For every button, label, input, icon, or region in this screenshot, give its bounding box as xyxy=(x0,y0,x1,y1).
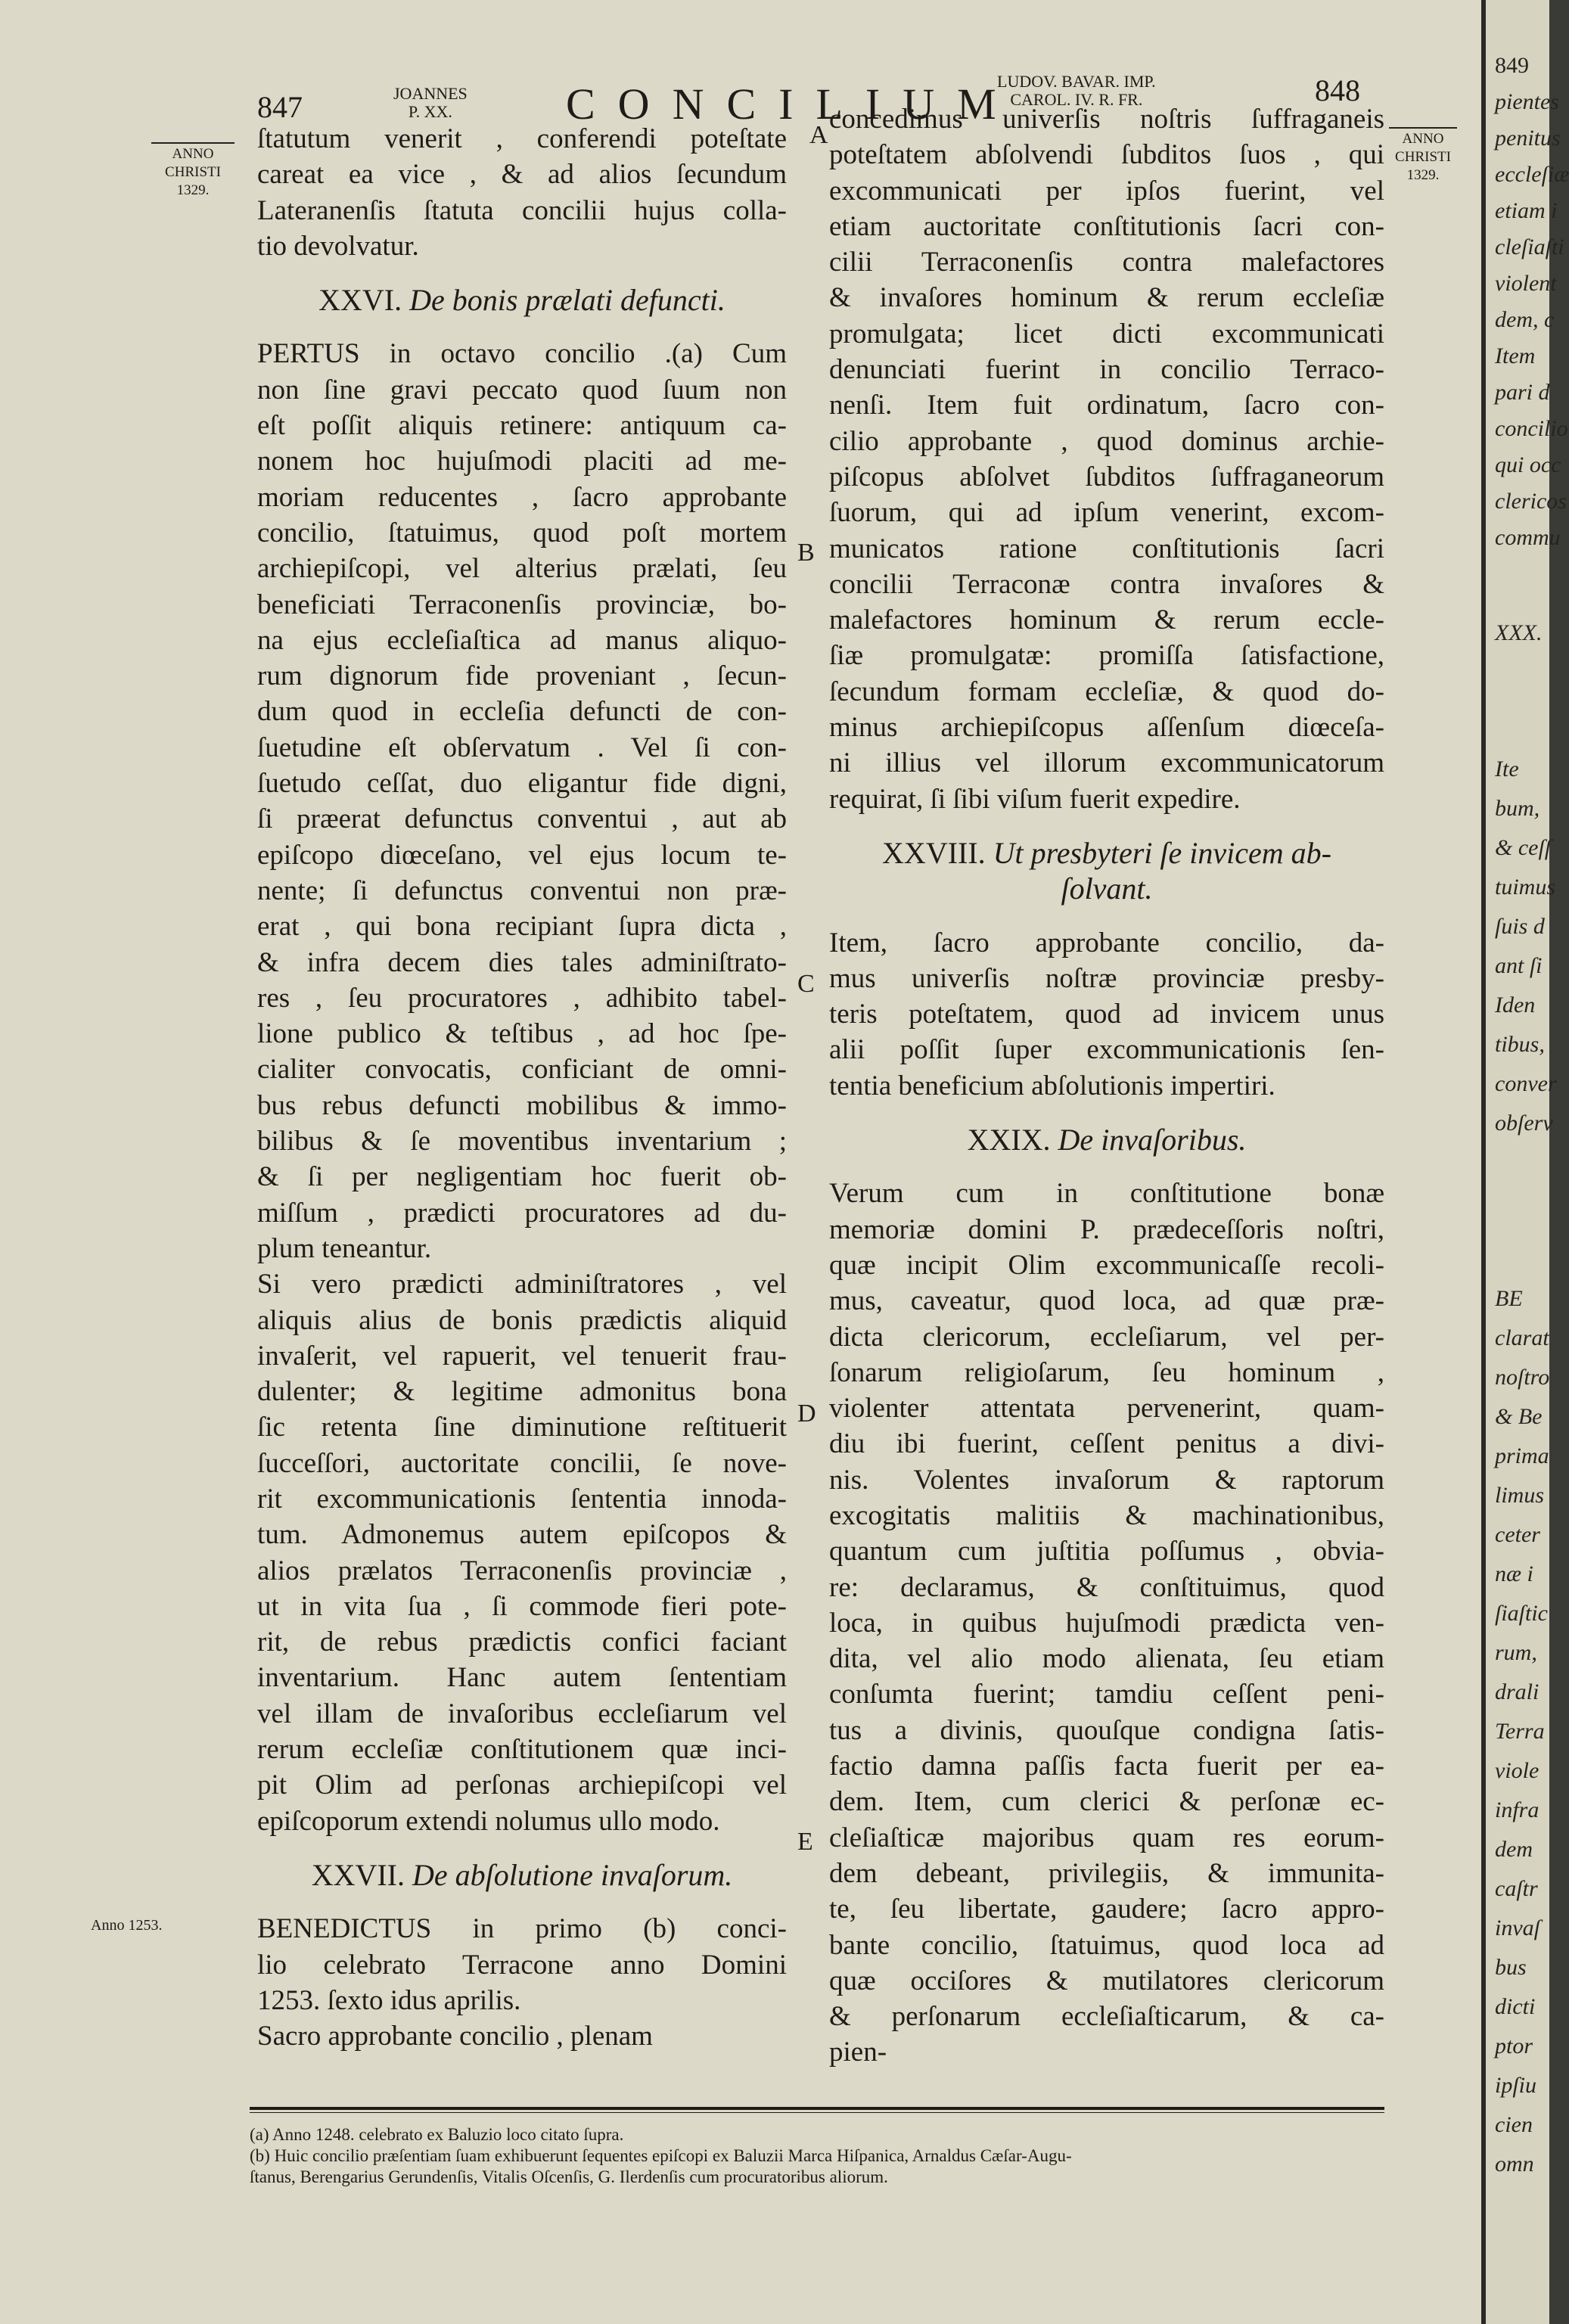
text-line: bilibus & ſe moventibus inventarium ; xyxy=(257,1126,787,1157)
text-line: re: declaramus, & conſtituimus, quod xyxy=(829,1571,1384,1603)
edge-fragment: ant ſi xyxy=(1495,953,1543,978)
text-line: concilio, ſtatuimus, quod poſt mortem xyxy=(257,517,787,548)
text-line: ſuetudo ceſſat, duo eligantur fide digni, xyxy=(257,768,787,800)
page-number-left: 847 xyxy=(257,90,303,124)
text-line: dum quod in eccleſia defuncti de con- xyxy=(257,696,787,728)
section-heading: XXIX. De invaſoribus. xyxy=(967,1123,1247,1157)
text-line: minus archiepiſcopus aſſenſum diœceſa- xyxy=(829,712,1384,744)
edge-fragment: noſtro xyxy=(1495,1365,1550,1390)
text-line: tus a divinis, quouſque condigna ſatis- xyxy=(829,1714,1384,1746)
edge-fragment: omn xyxy=(1495,2152,1534,2176)
page-number-right: 848 xyxy=(1315,73,1360,107)
text-line: tum. Admonemus autem epiſcopos & xyxy=(257,1519,787,1551)
text-line: rum dignorum fide proveniant , ſecun- xyxy=(257,660,787,692)
edge-fragment: invaſ xyxy=(1495,1915,1540,1940)
edge-fragment: concilio xyxy=(1495,416,1568,441)
margin-year-label: 1329. xyxy=(1406,167,1440,183)
text-line: memoriæ domini P. prædeceſſoris noſtri, xyxy=(829,1213,1384,1245)
edge-fragment: qui occ xyxy=(1495,452,1561,477)
text-line: res , ſeu procuratores , adhibito tabel- xyxy=(257,982,787,1014)
running-head-right-line1: LUDOV. BAVAR. IMP. xyxy=(997,72,1156,91)
edge-fragment: Terra xyxy=(1495,1719,1545,1744)
paragraph-gap xyxy=(829,1104,1384,1122)
right-text-column xyxy=(829,101,1384,2071)
edge-fragment: & Be xyxy=(1495,1404,1543,1429)
text-line: BENEDICTUS in primo (b) conci- xyxy=(257,1913,787,1945)
text-line: malefactores hominum & rerum eccle- xyxy=(829,604,1384,636)
next-page-edge xyxy=(1481,0,1569,2324)
edge-fragment: & ceſſ xyxy=(1495,835,1552,860)
text-line: loca, in quibus hujuſmodi prædicta ven- xyxy=(829,1607,1384,1639)
text-line: ſonarum religioſarum, ſeu hominum , xyxy=(829,1356,1384,1388)
edge-fragment: bum, xyxy=(1495,796,1540,821)
text-line: erat , qui bona recipiant ſupra dicta , xyxy=(257,911,787,943)
text-line: na ejus eccleſiaſtica ad manus aliquo- xyxy=(257,624,787,656)
text-line: denunciati fuerint in concilio Terraco- xyxy=(829,354,1384,386)
edge-fragment: XXX. xyxy=(1495,620,1543,645)
text-line: ſtatutum venerit , conferendi poteſtate xyxy=(257,123,787,154)
text-line: ſiæ promulgatæ: promiſſa ſatisfactione, xyxy=(829,640,1384,672)
margin-christi-label: CHRISTI xyxy=(165,164,221,180)
text-line: violenter attentata pervenerint, quam- xyxy=(829,1393,1384,1425)
edge-fragment: dicti xyxy=(1495,1994,1536,2019)
edge-fragment: caſtr xyxy=(1495,1876,1538,1901)
section-letter-b: B xyxy=(797,539,815,567)
text-line: Item, ſacro approbante concilio, da- xyxy=(829,927,1384,958)
edge-fragment: ceter xyxy=(1495,1522,1540,1547)
text-line: inventarium. Hanc autem ſententiam xyxy=(257,1662,787,1694)
section-letter-e: E xyxy=(797,1828,813,1856)
edge-fragment: clarat xyxy=(1495,1325,1549,1350)
text-line: rit excommunicationis ſententia innoda- xyxy=(257,1483,787,1515)
text-line: ſic retenta ſine diminutione reſtituerit xyxy=(257,1412,787,1443)
edge-fragment: Iden xyxy=(1495,993,1536,1018)
text-line: epiſcoporum extendi nolumus ullo modo. xyxy=(257,1805,720,1837)
edge-fragment: penitus xyxy=(1495,126,1561,151)
text-line: ſucceſſori, auctoritate concilii, ſe nove- xyxy=(257,1447,787,1479)
text-line: eſt poſſit aliquis retinere: antiquum ca- xyxy=(257,410,787,442)
text-line: Verum cum in conſtitutione bonæ xyxy=(829,1178,1384,1210)
edge-fragment: tuimus xyxy=(1495,875,1556,899)
text-line: diu ibi fuerint, ceſſent penitus a divi- xyxy=(829,1428,1384,1460)
text-line: alii poſſit ſuper excommunicationis ſen- xyxy=(829,1034,1384,1066)
margin-anno-label: ANNO xyxy=(1402,131,1444,147)
footnote-rule-thin xyxy=(250,2112,1384,2113)
text-line: & invaſores hominum & rerum eccleſiæ xyxy=(829,282,1384,314)
text-line: 1253. ſexto idus aprilis. xyxy=(257,1984,521,2016)
text-line: non ſine gravi peccato quod ſuum non xyxy=(257,374,787,405)
edge-fragment: Ite xyxy=(1495,757,1519,781)
text-line: quæ occiſores & mutilatores clericorum xyxy=(829,1965,1384,1996)
margin-anno-1253: Anno 1253. xyxy=(91,1917,163,1934)
text-line: pien- xyxy=(829,2037,887,2068)
text-line: Si vero prædicti adminiſtratores , vel xyxy=(257,1269,787,1300)
edge-fragment: rum, xyxy=(1495,1640,1537,1665)
edge-fragment: limus xyxy=(1495,1483,1545,1508)
text-line: poteſtatem abſolvendi ſubditos ſuos , qui xyxy=(829,139,1384,171)
margin-christi-label: CHRISTI xyxy=(1395,149,1451,165)
edge-fragment: infra xyxy=(1495,1797,1539,1822)
paragraph-gap xyxy=(829,907,1384,925)
text-line: ſuetudine eſt obſervatum . Vel ſi con- xyxy=(257,732,787,763)
text-line: nente; ſi defunctus conventui non præ- xyxy=(257,875,787,906)
margin-rule xyxy=(1389,127,1457,129)
footnote-line: (b) Huic concilio præſentiam ſuam exhibuerunt ſequentes epiſcopi ex Baluzii Marca Hiſpanica, Arnaldus Cæſar-Augu- xyxy=(250,2146,1072,2165)
text-line: excommunicati per ipſos fuerint, vel xyxy=(829,175,1384,207)
edge-fragment: Item xyxy=(1495,343,1536,368)
page-title: CONCILIUM xyxy=(566,79,1019,129)
paragraph-gap xyxy=(257,264,787,282)
text-line: careat ea vice , & ad alios ſecundum xyxy=(257,159,787,191)
text-line: archiepiſcopi, vel alterius prælati, ſeu xyxy=(257,553,787,585)
text-line: ſi præerat defunctus conventui , aut ab xyxy=(257,803,787,835)
text-line: Lateranenſis ſtatuta concilii hujus colla- xyxy=(257,194,787,226)
edge-fragment: eccleſiæ xyxy=(1495,162,1569,187)
text-line: piſcopus abſolvet ſubditos ſuffraganeorum xyxy=(829,461,1384,492)
text-line: requirat, ſi ſibi viſum fuerit expedire. xyxy=(829,783,1241,815)
text-line: cilii Terraconenſis contra malefactores xyxy=(829,247,1384,278)
text-line: municatos ratione conſtitutionis ſacri xyxy=(829,533,1384,564)
text-line: nonem hoc hujuſmodi placiti ad me- xyxy=(257,446,787,477)
text-line: Sacro approbante concilio , plenam xyxy=(257,2021,653,2052)
text-line: ſecundum formam eccleſiæ, & quod do- xyxy=(829,676,1384,707)
footnotes xyxy=(250,2124,1384,2188)
section-heading: XXVI. De bonis prælati defuncti. xyxy=(318,283,725,318)
text-line: nis. Volentes invaſorum & raptorum xyxy=(829,1464,1384,1496)
footnote-line: ſtanus, Berengarius Gerundenſis, Vitalis Oſcenſis, G. Ilerdenſis cum procuratoribus aliorum. xyxy=(250,2167,888,2186)
text-line: mus, caveatur, quod loca, ad quæ præ- xyxy=(829,1285,1384,1317)
edge-fragment: tibus, xyxy=(1495,1032,1545,1057)
edge-fragment: drali xyxy=(1495,1679,1539,1704)
text-line: rerum eccleſiæ conſtitutionem quæ inci- xyxy=(257,1734,787,1766)
text-line: conſumta fuerint; tamdiu ceſſent peni- xyxy=(829,1679,1384,1710)
text-line: epiſcopo diœceſano, vel ejus locum te- xyxy=(257,839,787,871)
footnote-rule xyxy=(250,2107,1384,2110)
text-line: lio celebrato Terracone anno Domini xyxy=(257,1949,787,1981)
edge-fragment: BE xyxy=(1495,1286,1523,1311)
margin-anno-right xyxy=(1389,127,1457,185)
edge-fragment: 849 xyxy=(1495,53,1529,78)
edge-fragment: viole xyxy=(1495,1758,1539,1783)
text-line: lione publico & teſtibus , ad hoc ſpe- xyxy=(257,1018,787,1050)
text-line: PERTUS in octavo concilio .(a) Cum xyxy=(257,338,787,370)
text-line: beneficiati Terraconenſis provinciæ, bo- xyxy=(257,589,787,620)
text-line: dulenter; & legitime admonitus bona xyxy=(257,1376,787,1408)
text-line: teris poteſtatem, quod ad invicem unus xyxy=(829,999,1384,1030)
edge-fragment: næ i xyxy=(1495,1561,1533,1586)
text-line: dita, vel alio modo alienata, ſeu etiam xyxy=(829,1643,1384,1675)
text-line: mus univerſis noſtræ provinciæ presby- xyxy=(829,962,1384,994)
edge-fragment: obſerv xyxy=(1495,1111,1553,1136)
paragraph-gap xyxy=(257,1839,787,1857)
text-line: ni illius vel illorum excommunicatorum xyxy=(829,747,1384,779)
margin-rule xyxy=(151,142,235,144)
edge-fragment: conver xyxy=(1495,1071,1557,1096)
text-line: bante concilio, ſtatuimus, quod loca ad xyxy=(829,1929,1384,1961)
paragraph-gap xyxy=(257,1893,787,1911)
text-line: ſuorum, qui ad ipſum venerint, excom- xyxy=(829,497,1384,529)
edge-fragment: violent xyxy=(1495,271,1557,296)
text-line: alios prælatos Terraconenſis provinciæ , xyxy=(257,1555,787,1586)
text-line: quantum cum juſtitia poſſumus , obvia- xyxy=(829,1536,1384,1567)
text-line: concedimus univerſis noſtris ſuffraganeis xyxy=(829,104,1384,135)
running-head-left xyxy=(393,85,468,121)
edge-fragment: clericos xyxy=(1495,489,1567,514)
text-line: concilii Terraconæ contra invaſores & xyxy=(829,568,1384,600)
text-line: invaſerit, vel rapuerit, vel tenuerit frau- xyxy=(257,1340,787,1372)
text-line: tentia beneficium abſolutionis impertiri. xyxy=(829,1070,1275,1101)
section-heading: XXVIII. Ut presbyteri ſe invicem ab- xyxy=(882,835,1331,870)
edge-fragment: commu xyxy=(1495,525,1561,550)
text-line: te, ſeu libertate, gaudere; ſacro appro- xyxy=(829,1894,1384,1925)
edge-fragment: ipſiu xyxy=(1495,2073,1537,2098)
text-line: dicta clericorum, eccleſiarum, vel per- xyxy=(829,1321,1384,1353)
edge-fragment: dem xyxy=(1495,1837,1533,1862)
edge-fragment: ſiaſtic xyxy=(1495,1601,1548,1626)
running-head-left-line1: JOANNES xyxy=(393,84,468,103)
running-head-right-line2: CAROL. IV. R. FR. xyxy=(1010,90,1143,109)
text-line: cleſiaſticæ majoribus quam res eorum- xyxy=(829,1822,1384,1853)
running-head-left-line2: P. XX. xyxy=(408,102,452,121)
edge-fragment: prima xyxy=(1495,1443,1549,1468)
text-line: moriam reducentes , ſacro approbante xyxy=(257,481,787,513)
text-line: dem. Item, cum clerici & perſonæ ec- xyxy=(829,1786,1384,1818)
text-line: plum teneantur. xyxy=(257,1232,432,1264)
footnote-line: (a) Anno 1248. celebrato ex Baluzio loco citato ſupra. xyxy=(250,2125,624,2144)
text-line: & infra decem dies tales adminiſtrato- xyxy=(257,946,787,978)
edge-fragment: pari d xyxy=(1495,380,1550,405)
edge-fragment: bus xyxy=(1495,1955,1527,1980)
edge-fragment: etiam i xyxy=(1495,198,1558,223)
text-line: cialiter convocatis, conficiant de omni- xyxy=(257,1054,787,1086)
section-letter-d: D xyxy=(797,1400,816,1428)
paragraph-gap xyxy=(829,1157,1384,1176)
edge-fragment: cleſiaſti xyxy=(1495,235,1564,259)
edge-fragment: ptor xyxy=(1495,2034,1533,2058)
text-line: excogitatis malitiis & machinationibus, xyxy=(829,1499,1384,1531)
section-letter-a: A xyxy=(809,121,828,149)
section-letter-c: C xyxy=(797,970,815,998)
edge-fragment: cien xyxy=(1495,2112,1533,2137)
paragraph-gap xyxy=(829,817,1384,835)
text-line: & ſi per negligentiam hoc fuerit ob- xyxy=(257,1161,787,1193)
text-line: etiam auctoritate conſtitutionis ſacri con- xyxy=(829,210,1384,242)
edge-fragment: dem, c xyxy=(1495,307,1555,332)
text-line: rit, de rebus prædictis confici faciant xyxy=(257,1626,787,1658)
section-heading: ſolvant. xyxy=(1061,872,1153,906)
text-line: cilio approbante , quod dominus archie- xyxy=(829,425,1384,457)
text-line: dem debeant, privilegiis, & immunita- xyxy=(829,1857,1384,1889)
text-line: & perſonarum eccleſiaſticarum, & ca- xyxy=(829,2001,1384,2033)
text-line: tio devolvatur. xyxy=(257,230,419,262)
text-line: pit Olim ad perſonas archiepiſcopi vel xyxy=(257,1769,787,1801)
text-line: quæ incipit Olim excommunicaſſe recoli- xyxy=(829,1249,1384,1281)
text-line: factio damna paſſis facta fuerit per ea- xyxy=(829,1751,1384,1782)
edge-fragment: ſuis d xyxy=(1495,914,1545,939)
paragraph-gap xyxy=(257,318,787,336)
margin-anno-left xyxy=(151,142,235,200)
margin-year-label: 1329. xyxy=(176,182,210,198)
text-line: ut in vita ſua , ſi commode fieri pote- xyxy=(257,1590,787,1622)
text-line: vel illam de invaſoribus eccleſiarum vel xyxy=(257,1698,787,1729)
section-heading: XXVII. De abſolutione invaſorum. xyxy=(311,1857,733,1892)
text-line: bus rebus defuncti mobilibus & immo- xyxy=(257,1089,787,1121)
text-line: miſſum , prædicti procuratores ad du- xyxy=(257,1197,787,1229)
left-text-column xyxy=(257,121,787,2054)
text-line: promulgata; licet dicti excommunicati xyxy=(829,318,1384,350)
text-line: aliquis alius de bonis prædictis aliquid xyxy=(257,1304,787,1336)
margin-anno-label: ANNO xyxy=(172,146,214,162)
edge-fragment: pientes xyxy=(1495,89,1559,114)
text-line: nenſi. Item fuit ordinatum, ſacro con- xyxy=(829,390,1384,421)
